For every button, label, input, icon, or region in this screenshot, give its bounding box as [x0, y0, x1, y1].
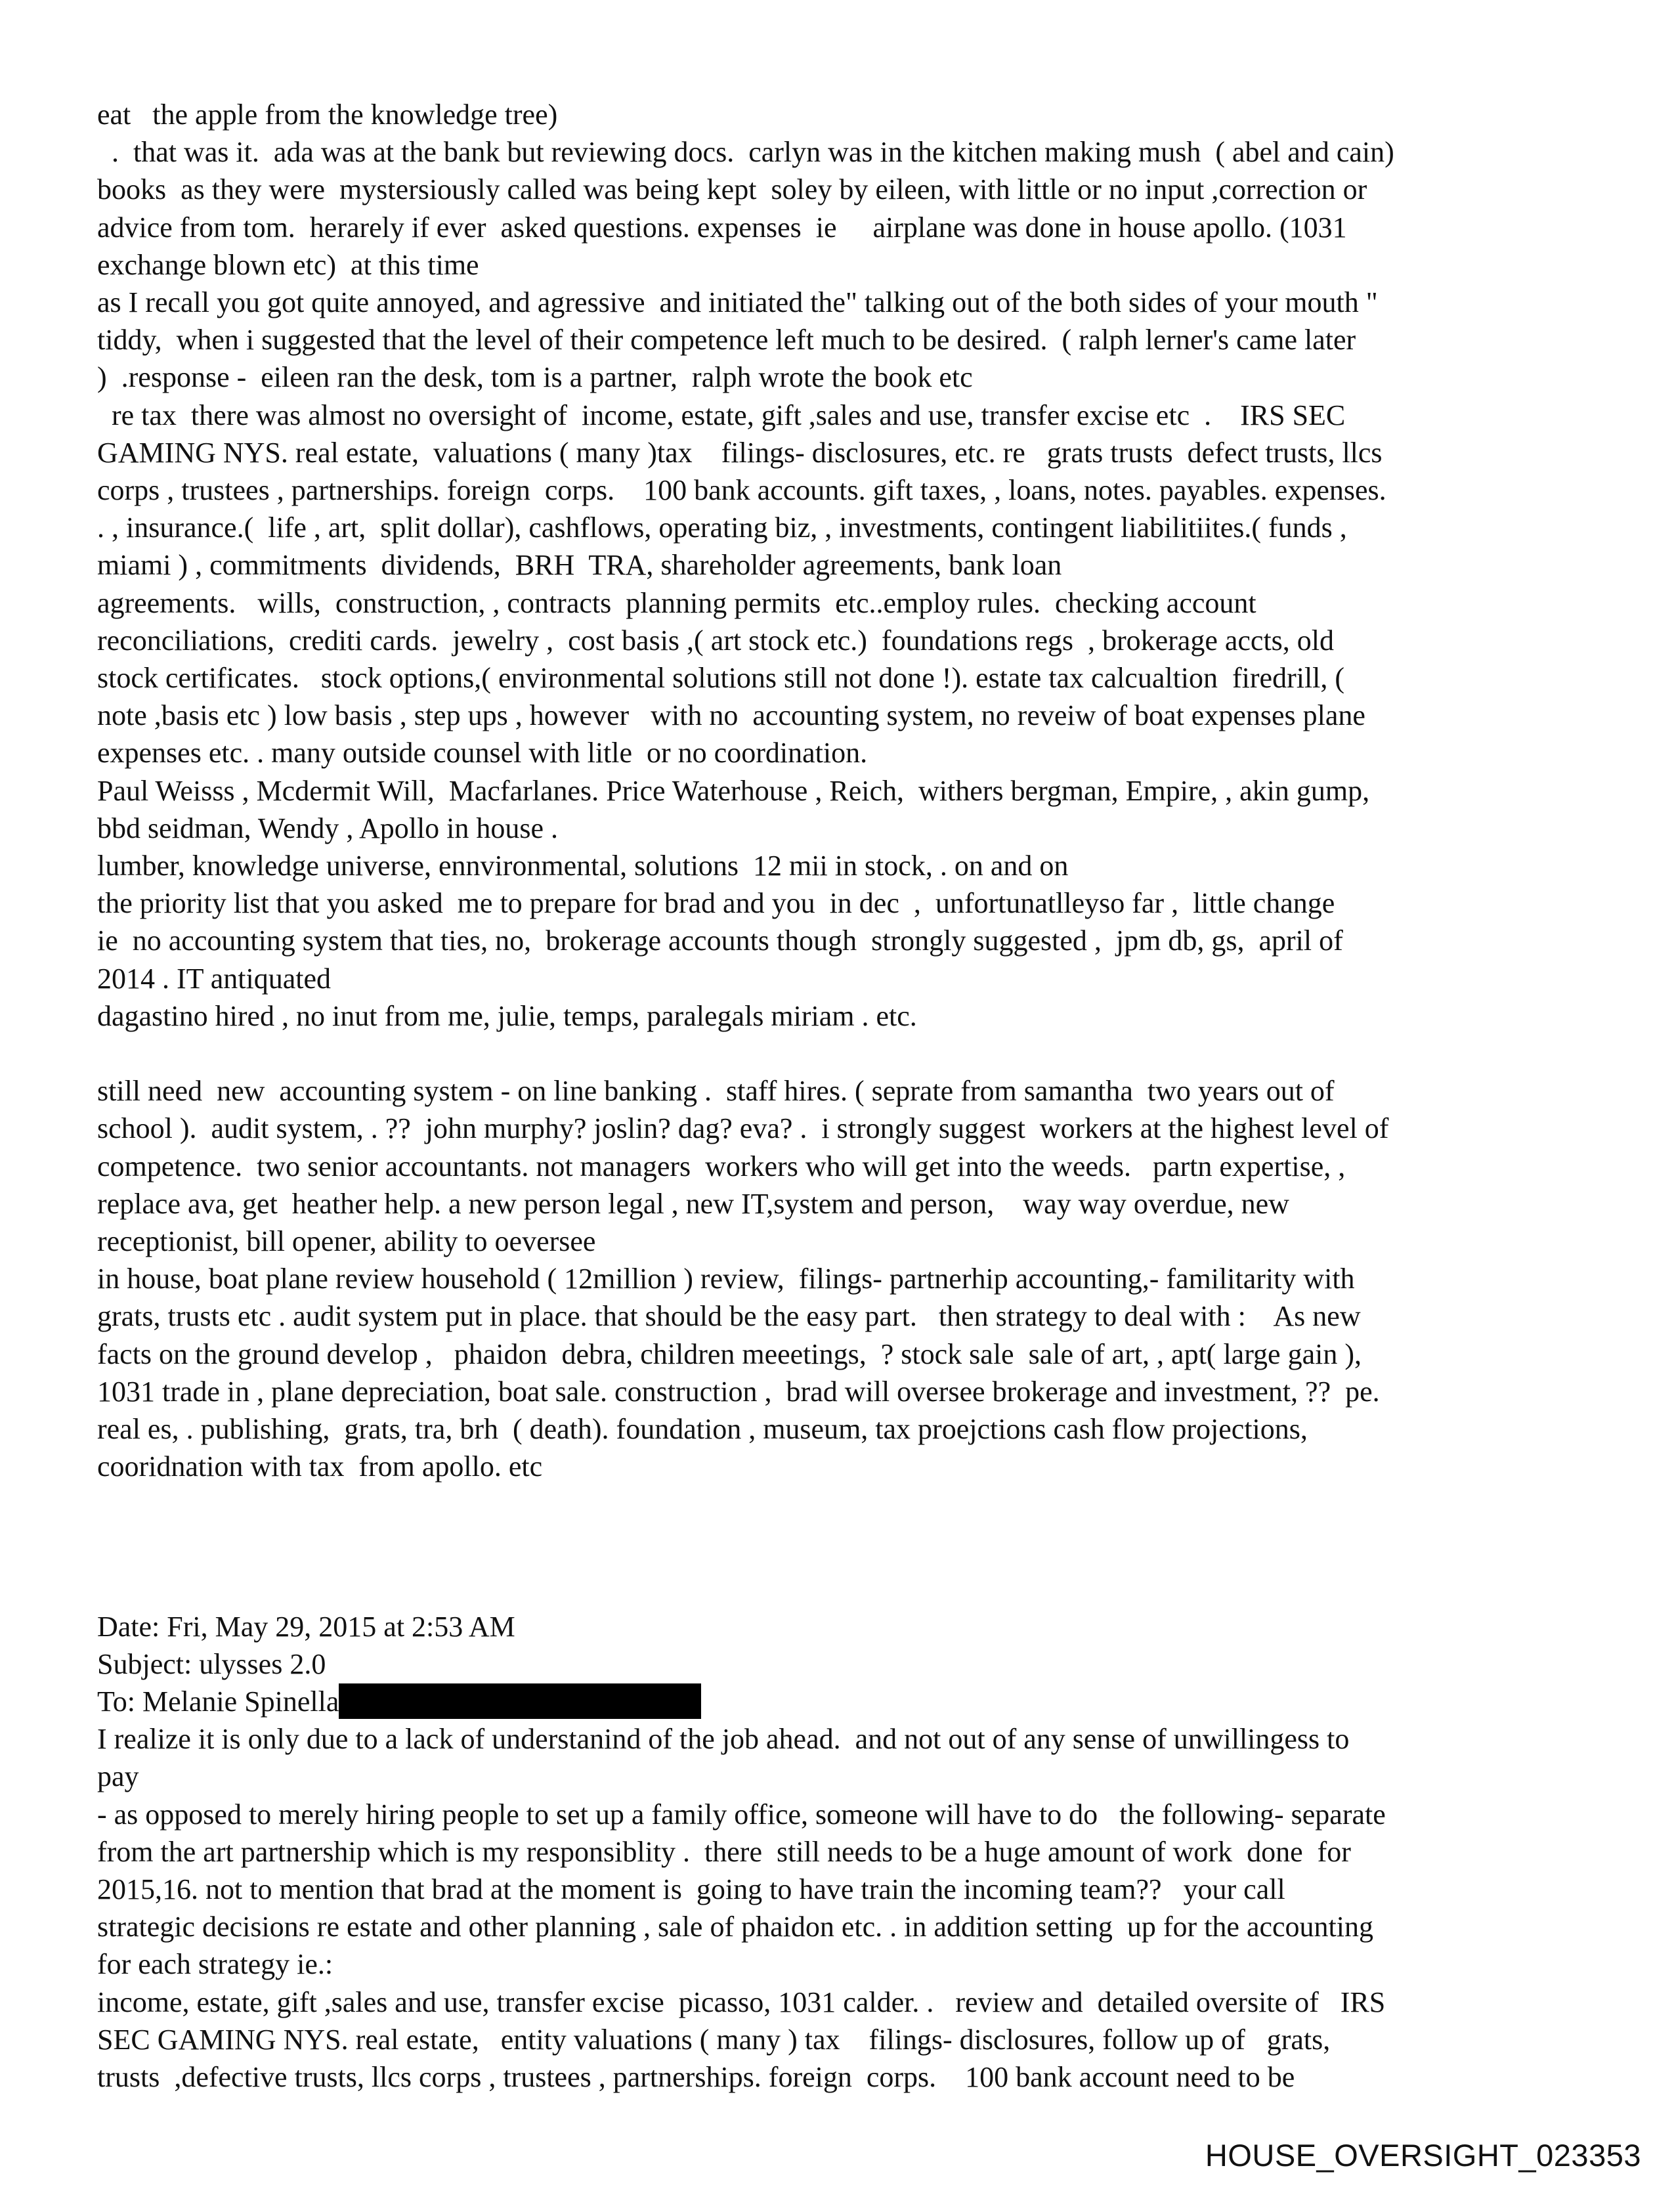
text-line: income, estate, gift ,sales and use, transfer excise picasso, 1031 calder. . review and detailed oversite of IRS — [97, 1985, 1386, 2018]
text-line: pay — [97, 1760, 139, 1793]
text-line: cooridnation with tax from apollo. etc — [97, 1450, 543, 1483]
text-line: agreements. wills, construction, , contracts planning permits etc..employ rules. checking account — [97, 586, 1256, 619]
email-date: Date: Fri, May 29, 2015 at 2:53 AM — [97, 1610, 515, 1643]
paragraph-gap — [97, 1035, 1574, 1072]
document-page — [97, 96, 1574, 2096]
text-line: stock certificates. stock options,( environmental solutions still not done !). estate tax calcualtion firedrill, ( — [97, 662, 1345, 695]
text-line: competence. two senior accountants. not managers workers who will get into the weeds. partn expertise, , — [97, 1150, 1346, 1182]
text-line: tiddy, when i suggested that the level of their competence left much to be desired. ( ralph lerner's came later — [97, 324, 1356, 357]
text-line: school ). audit system, . ?? john murphy? joslin? dag? eva? . i strongly suggest workers at the highest level of — [97, 1112, 1389, 1145]
text-line: 1031 trade in , plane depreciation, boat sale. construction , brad will oversee brokerage and investment, ?? pe. — [97, 1375, 1380, 1408]
text-line: 2014 . IT antiquated — [97, 962, 331, 995]
email-header — [97, 1608, 1574, 1721]
text-line: SEC GAMING NYS. real estate, entity valuations ( many ) tax filings- disclosures, follow up of grats, — [97, 2023, 1331, 2056]
text-line: corps , trustees , partnerships. foreign corps. 100 bank accounts. gift taxes, , loans, notes. payables. expenses. — [97, 474, 1386, 507]
text-line: - as opposed to merely hiring people to set up a family office, someone will have to do the following- separate — [97, 1798, 1386, 1831]
text-line: GAMING NYS. real estate, valuations ( many )tax filings- disclosures, etc. re grats trusts defect trusts, llcs — [97, 436, 1383, 469]
text-line: real es, . publishing, grats, tra, brh ( death). foundation , museum, tax proejctions cash flow projections, — [97, 1413, 1308, 1446]
bates-number: HOUSE_OVERSIGHT_023353 — [1205, 2138, 1641, 2173]
text-line: ie no accounting system that ties, no, brokerage accounts though strongly suggested , jpm db, gs, april of — [97, 924, 1343, 957]
text-line: bbd seidman, Wendy , Apollo in house . — [97, 812, 559, 844]
text-line: re tax there was almost no oversight of income, estate, gift ,sales and use, transfer excise etc . IRS SEC — [97, 399, 1346, 431]
text-line: eat the apple from the knowledge tree) — [97, 98, 558, 131]
text-line: advice from tom. herarely if ever asked questions. expenses ie airplane was done in house apollo. (1031 — [97, 211, 1347, 244]
text-line: grats, trusts etc . audit system put in place. that should be the easy part. then strategy to deal with : As new — [97, 1300, 1361, 1333]
text-line: miami ) , commitments dividends, BRH TRA, shareholder agreements, bank loan — [97, 549, 1062, 582]
text-line: in house, boat plane review household ( 12million ) review, filings- partnerhip accounting,- familitarity with — [97, 1263, 1355, 1295]
text-line: I realize it is only due to a lack of understanind of the job ahead. and not out of any sense of unwillingess to — [97, 1723, 1350, 1756]
text-line: for each strategy ie.: — [97, 1948, 333, 1981]
text-line: ) .response - eileen ran the desk, tom is a partner, ralph wrote the book etc — [97, 361, 973, 394]
text-line: facts on the ground develop , phaidon debra, children meeetings, ? stock sale sale of art, , apt( large gain ), — [97, 1337, 1362, 1370]
text-line: as I recall you got quite annoyed, and agressive and initiated the" talking out of the both sides of your mouth " — [97, 286, 1378, 319]
email-to — [97, 1683, 1574, 1720]
text-line: receptionist, bill opener, ability to oeversee — [97, 1225, 596, 1258]
text-line: expenses etc. . many outside counsel with litle or no coordination. — [97, 737, 868, 770]
text-line: dagastino hired , no inut from me, julie, temps, paralegals miriam . etc. — [97, 999, 917, 1032]
redaction-bar — [339, 1683, 701, 1719]
text-line: lumber, knowledge universe, ennvironmental, solutions 12 mii in stock, . on and on — [97, 850, 1069, 882]
text-line: books as they were mystersiously called was being kept soley by eileen, with little or no input ,correction or — [97, 173, 1367, 206]
email-subject: Subject: ulysses 2.0 — [97, 1647, 326, 1680]
text-line: exchange blown etc) at this time — [97, 248, 479, 281]
text-line: note ,basis etc ) low basis , step ups , however with no accounting system, no reveiw of boat expenses plane — [97, 699, 1365, 732]
text-line: strategic decisions re estate and other planning , sale of phaidon etc. . in addition setting up for the accounting — [97, 1911, 1373, 1943]
text-line: Paul Weisss , Mcdermit Will, Macfarlanes. Price Waterhouse , Reich, withers bergman, Empire, , akin gump, — [97, 774, 1370, 807]
text-line: 2015,16. not to mention that brad at the moment is going to have train the incoming team?? your call — [97, 1873, 1285, 1905]
text-line: the priority list that you asked me to prepare for brad and you in dec , unfortunatlleyso far , little change — [97, 887, 1335, 920]
text-line: replace ava, get heather help. a new person legal , new IT,system and person, way way overdue, new — [97, 1187, 1289, 1220]
email-to-label: To: Melanie Spinella — [97, 1685, 339, 1718]
text-line: trusts ,defective trusts, llcs corps , trustees , partnerships. foreign corps. 100 bank account need to be — [97, 2060, 1295, 2093]
section-2 — [97, 1072, 1574, 1485]
text-line: from the art partnership which is my responsiblity . there still needs to be a huge amount of work done for — [97, 1835, 1351, 1868]
text-line: still need new accounting system - on line banking . staff hires. ( seprate from samantha two years out of — [97, 1075, 1335, 1108]
section-gap — [97, 1486, 1574, 1608]
text-line: . , insurance.( life , art, split dollar), cashflows, operating biz, , investments, contingent liabilitiites.( funds , — [97, 511, 1347, 544]
section-1 — [97, 96, 1574, 1035]
text-line: reconciliations, crediti cards. jewelry , cost basis ,( art stock etc.) foundations regs , brokerage accts, old — [97, 624, 1335, 657]
text-line: . that was it. ada was at the bank but reviewing docs. carlyn was in the kitchen making mush ( abel and cain) — [97, 136, 1394, 169]
email-body — [97, 1720, 1574, 2096]
